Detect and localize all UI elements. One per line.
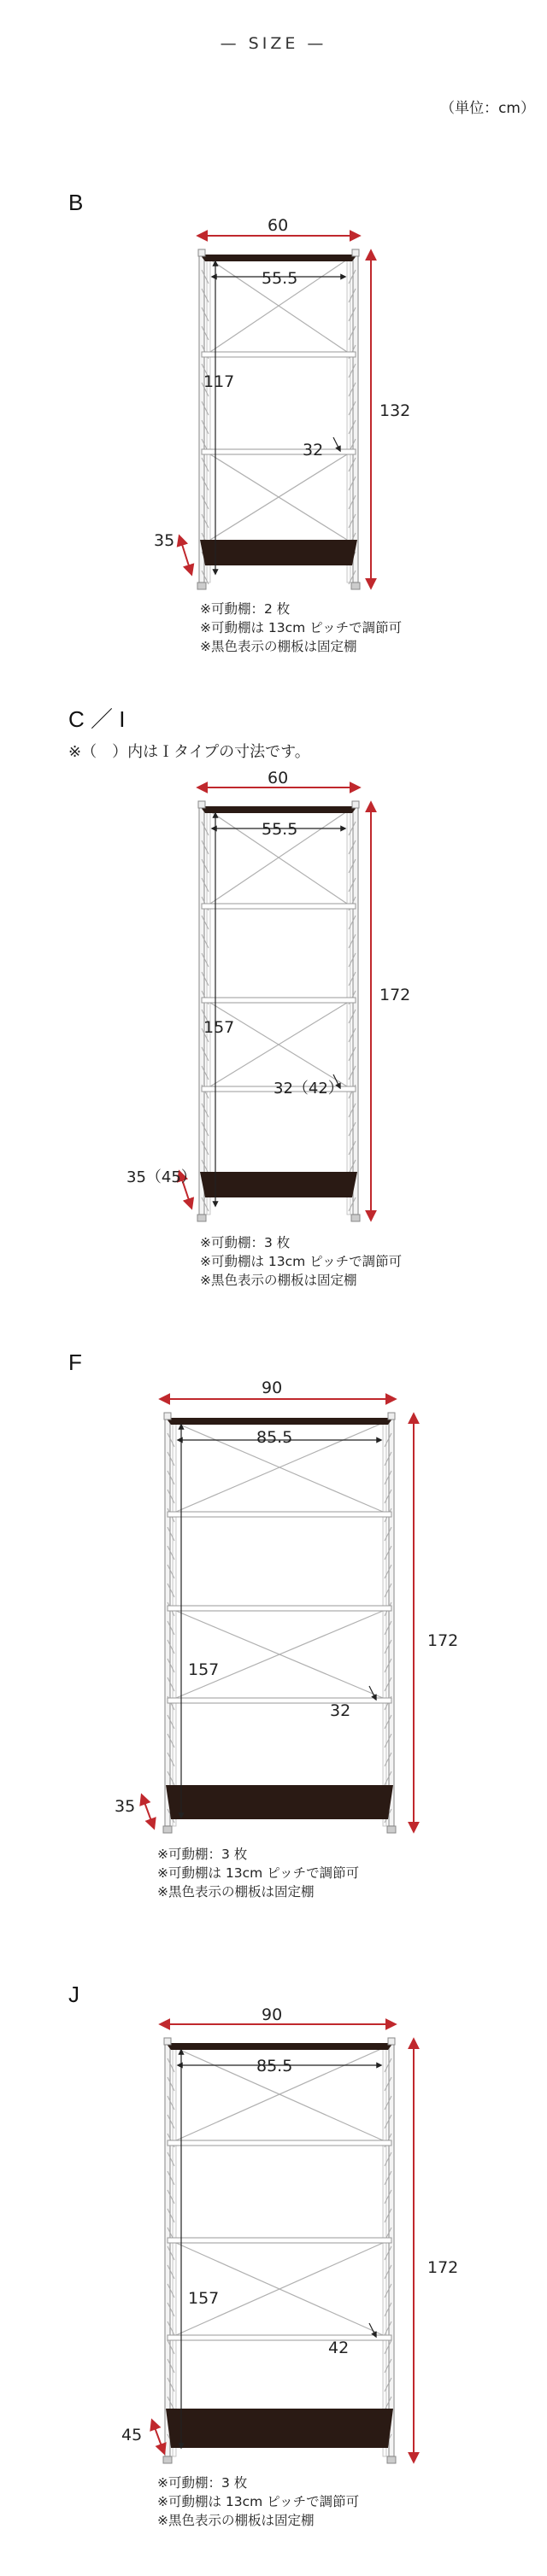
i-type-note: ※（ ）内はＩタイプの寸法です。 <box>68 743 310 761</box>
foot <box>351 583 360 589</box>
fixed-shelf <box>200 540 357 565</box>
movable-shelf <box>168 2238 391 2243</box>
depth-arrow <box>152 2421 164 2453</box>
depth-label-f: 35 <box>115 1797 136 1816</box>
cap <box>198 801 205 808</box>
movable-shelf <box>168 1698 391 1703</box>
fixed-shelf <box>200 255 357 261</box>
depth-label-ci: 35（45） <box>126 1168 197 1186</box>
foot <box>387 2456 396 2463</box>
depth-label-j: 45 <box>121 2426 143 2444</box>
cap <box>352 801 359 808</box>
depth-label-b: 35 <box>154 531 175 550</box>
shelf-unit-b <box>179 236 371 589</box>
cap <box>164 2038 171 2045</box>
unit-label: （単位：cm） <box>440 100 535 117</box>
pitch-label-j: 42 <box>328 2339 350 2357</box>
page-title: — SIZE — <box>220 34 327 53</box>
spec-line: ※黒色表示の棚板は固定棚 <box>200 1273 357 1288</box>
spec-line: ※黒色表示の棚板は固定棚 <box>157 2513 315 2528</box>
height-label-f: 172 <box>427 1631 459 1650</box>
width-label-ci: 60 <box>268 769 289 787</box>
movable-shelf <box>202 998 356 1003</box>
foot <box>351 1215 360 1221</box>
inner-height-label-b: 117 <box>203 372 235 391</box>
movable-shelf <box>168 1512 391 1517</box>
movable-shelf <box>202 904 356 909</box>
pitch-label-f: 32 <box>330 1701 351 1720</box>
pitch-label-b: 32 <box>303 441 324 460</box>
fixed-shelf <box>200 1172 357 1197</box>
specs-b <box>200 600 402 656</box>
movable-shelf <box>168 1606 391 1611</box>
foot <box>163 1826 172 1833</box>
inner-height-label-j: 157 <box>188 2289 220 2308</box>
fixed-shelf <box>200 806 357 813</box>
fixed-shelf <box>166 1418 393 1425</box>
inner-height-label-f: 157 <box>188 1660 220 1679</box>
specs-f <box>157 1845 359 1901</box>
pitch-label-ci: 32（42） <box>274 1080 344 1098</box>
cap <box>388 2038 395 2045</box>
specs-ci <box>200 1233 402 1290</box>
width-label-j: 90 <box>262 2005 283 2024</box>
foot <box>387 1826 396 1833</box>
cap <box>198 249 205 256</box>
section-label-ci: C ／ I <box>68 706 126 732</box>
fixed-shelf <box>166 1785 393 1819</box>
fixed-shelf <box>166 2043 393 2050</box>
spec-line: ※黒色表示の棚板は固定棚 <box>157 1884 315 1900</box>
depth-arrow <box>142 1795 154 1828</box>
width-label-f: 90 <box>262 1379 283 1397</box>
section-label-f: F <box>68 1349 82 1375</box>
shelf-unit-ci <box>179 787 371 1221</box>
inner-width-label-f: 85.5 <box>256 1428 293 1447</box>
spec-line: ※可動棚は 13cm ピッチで調節可 <box>157 2494 360 2509</box>
section-label-b: B <box>68 190 84 215</box>
spec-line: ※可動棚は 13cm ピッチで調節可 <box>200 1254 403 1269</box>
fixed-shelf <box>166 2409 393 2448</box>
spec-line: ※可動棚は 13cm ピッチで調節可 <box>157 1865 360 1881</box>
inner-width-label-ci: 55.5 <box>262 820 298 839</box>
spec-line: ※可動棚：2 枚 <box>200 601 291 617</box>
width-label-b: 60 <box>268 216 289 235</box>
shelf-unit-j <box>152 2024 414 2463</box>
cap <box>388 1413 395 1420</box>
spec-line: ※黒色表示の棚板は固定棚 <box>200 639 357 654</box>
depth-arrow <box>179 536 191 574</box>
shelf-unit-f <box>142 1399 414 1833</box>
spec-line: ※可動棚：3 枚 <box>200 1235 291 1250</box>
post <box>347 260 350 583</box>
movable-shelf <box>168 2140 391 2146</box>
height-label-b: 132 <box>379 401 411 420</box>
spec-line: ※可動棚：3 枚 <box>157 1847 248 1862</box>
movable-shelf <box>202 449 356 454</box>
movable-shelf <box>202 352 356 357</box>
inner-height-label-ci: 157 <box>203 1018 235 1037</box>
specs-j <box>157 2474 359 2530</box>
foot <box>163 2456 172 2463</box>
height-label-ci: 172 <box>379 986 411 1004</box>
inner-width-label-b: 55.5 <box>262 269 298 288</box>
spec-line: ※可動棚は 13cm ピッチで調節可 <box>200 620 403 635</box>
foot <box>197 1215 206 1221</box>
spec-line: ※可動棚：3 枚 <box>157 2475 248 2491</box>
cap <box>164 1413 171 1420</box>
post <box>207 260 210 583</box>
height-label-j: 172 <box>427 2258 459 2277</box>
section-label-j: J <box>68 1982 79 2007</box>
foot <box>197 583 206 589</box>
inner-width-label-j: 85.5 <box>256 2057 293 2075</box>
cap <box>352 249 359 256</box>
movable-shelf <box>168 2335 391 2340</box>
